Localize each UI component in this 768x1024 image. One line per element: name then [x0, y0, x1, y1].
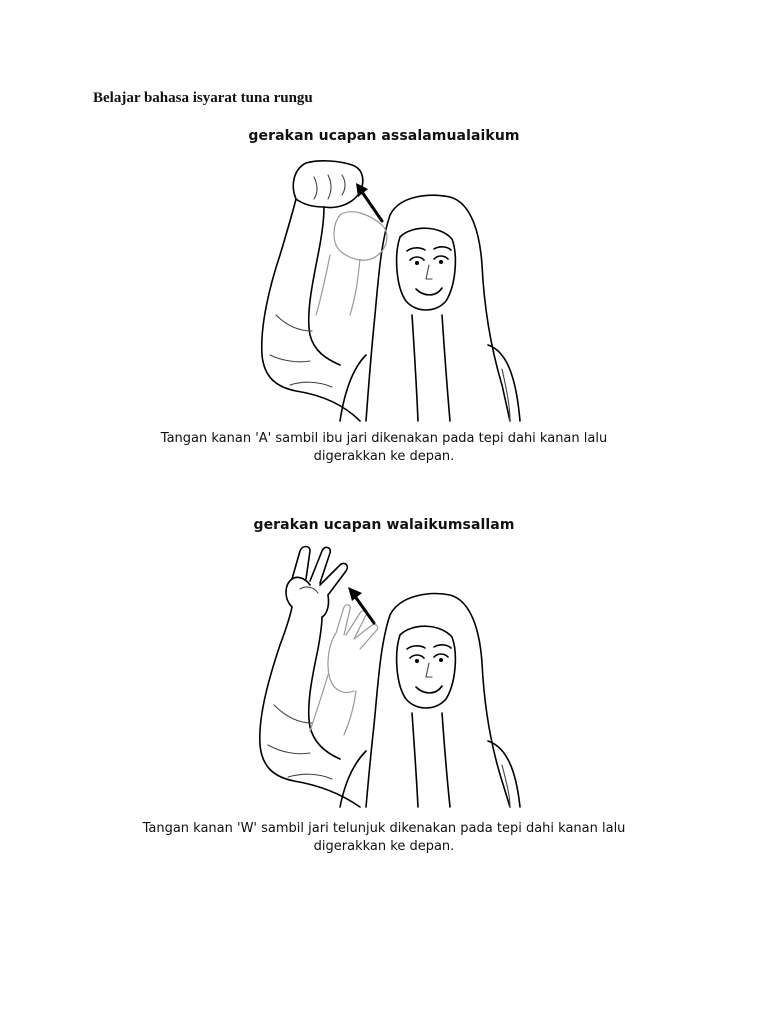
caption-line-2: digerakkan ke depan. [313, 449, 455, 464]
section-heading: gerakan ucapan walaikumsallam [253, 517, 515, 533]
woman-sign-w-icon [240, 545, 530, 810]
document-title: Belajar bahasa isyarat tuna rungu [93, 90, 313, 106]
section-caption [80, 820, 688, 856]
section-heading: gerakan ucapan assalamualaikum [248, 128, 520, 144]
caption-line-1: Tangan kanan 'A' sambil ibu jari dikenakan pada tepi dahi kanan lalu [160, 431, 608, 446]
caption-line-2: digerakkan ke depan. [313, 839, 455, 854]
caption-line-1: Tangan kanan 'W' sambil jari telunjuk dikenakan pada tepi dahi kanan lalu [142, 821, 626, 836]
